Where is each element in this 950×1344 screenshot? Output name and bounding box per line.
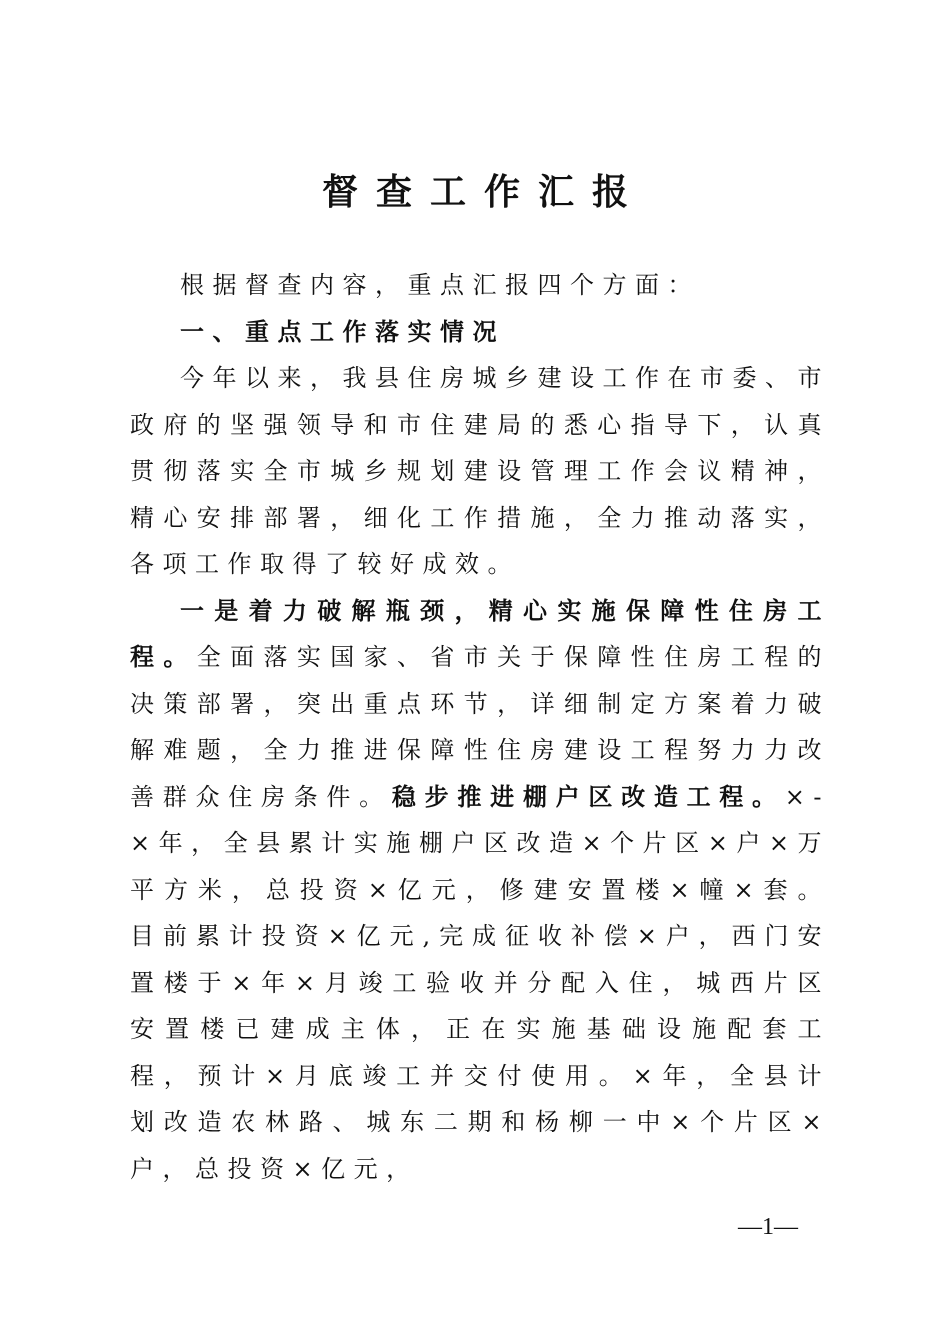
paragraph-1: 今年以来，我县住房城乡建设工作在市委、市政府的坚强领导和市住建局的悉心指导下，认真贯彻落实全市城乡规划建设管理工作会议精神，精心安排部署，细化工作措施，全力推动落实，各项工作取得了较好成效。 — [130, 364, 830, 578]
page-number: —1— — [738, 1214, 798, 1240]
paragraph-2-bold-lead: 一是着力破解瓶颈，精心实施保障性住房工程。 — [130, 595, 830, 671]
paragraph-2-text-b: ×-×年，全县累计实施棚户区改造×个片区×户×万平方米，总投资×亿元，修建安置楼×幢×套。目前累计投资×亿元,完成征收补偿×户，西门安置楼于×年×月竣工验收并分配入住，城西片区安置楼已建成主体，正在实施基础设施配套工程，预计×月底竣工并交付使用。×年，全县计划改造农林路、城东二期和杨柳一中×个片区×户，总投资×亿元， — [130, 782, 831, 1183]
paragraph-2-text-a: 全面落实国家、省市关于保障性住房工程的决策部署，突出重点环节，详细制定方案着力破解难题，全力推进保障性住房建设工程努力力改善群众住房条件。 — [130, 643, 830, 811]
paragraph-2-bold-mid: 稳步推进棚户区改造工程。 — [391, 781, 785, 811]
section-heading-1: 一、重点工作落实情况 — [180, 316, 505, 346]
paragraph-2 — [130, 588, 830, 1193]
document-body — [130, 262, 830, 1192]
intro-paragraph: 根据督查内容，重点汇报四个方面： — [180, 271, 700, 299]
document-title: 督查工作汇报 — [321, 171, 646, 213]
